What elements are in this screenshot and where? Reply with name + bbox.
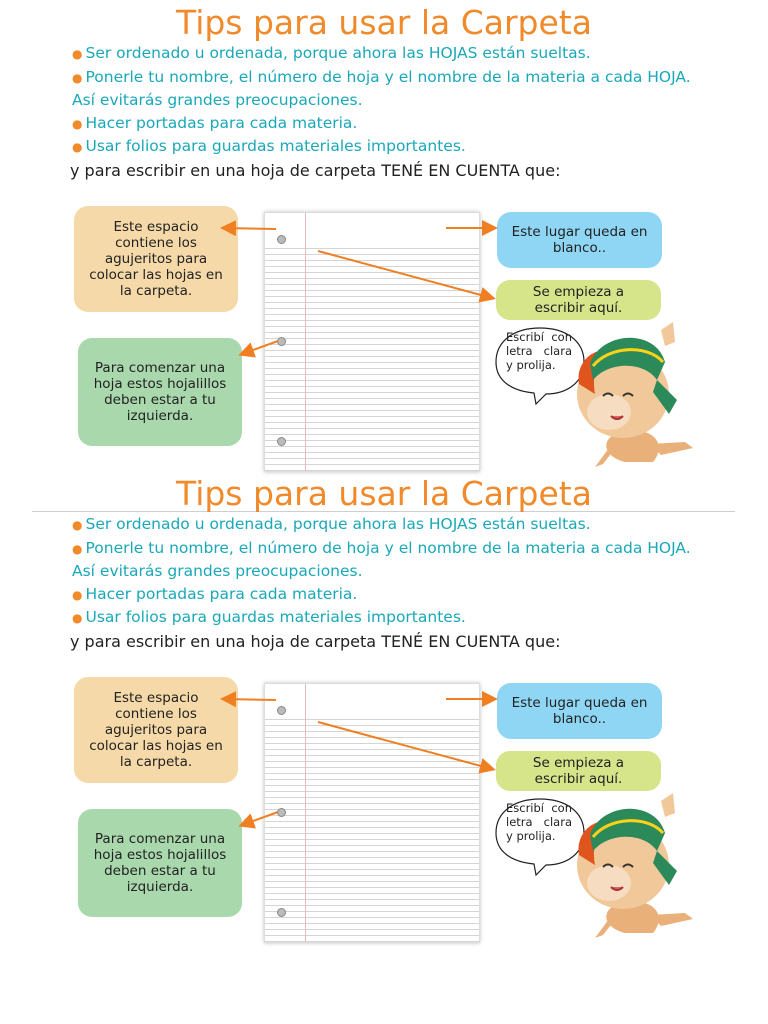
subtitle: y para escribir en una hoja de carpeta TENÉ EN CUENTA que:: [70, 161, 561, 180]
bullet-icon: ●: [72, 116, 83, 131]
bullet-icon: ●: [72, 541, 83, 556]
llama-mascot-icon: [565, 793, 700, 943]
tips-section: [0, 471, 768, 941]
callout-write: Se empieza a escribir aquí.: [496, 751, 661, 791]
tip-item: ● Usar folios para guardas materiales importantes.: [72, 608, 466, 626]
callout-holes: Este espacio contiene los agujeritos para colocar las hojas en la carpeta.: [74, 677, 238, 783]
callout-holes: Este espacio contiene los agujeritos para colocar las hojas en la carpeta.: [74, 206, 238, 312]
tip-item: ● Ser ordenado u ordenada, porque ahora las HOJAS están sueltas.: [72, 44, 591, 62]
page-title: Tips para usar la Carpeta: [176, 474, 592, 513]
tip-item: ● Ponerle tu nombre, el número de hoja y el nombre de la materia a cada HOJA. Así evitarás grandes preocupaciones.: [72, 538, 691, 580]
callout-write: Se empieza a escribir aquí.: [496, 280, 661, 320]
bullet-icon: ●: [72, 47, 83, 61]
callout-start-left: Para comenzar una hoja estos hojalillos deben estar a tu izquierda.: [78, 338, 242, 446]
arrow-holes: [224, 228, 276, 229]
bullet-icon: ●: [72, 518, 83, 532]
bullet-icon: ●: [72, 140, 83, 154]
callout-start-left: Para comenzar una hoja estos hojalillos deben estar a tu izquierda.: [78, 809, 242, 917]
bullet-icon: ●: [72, 587, 83, 602]
tips-section: [0, 0, 768, 470]
arrow-holes: [224, 699, 276, 700]
speech-text: Escribí con letra clara y prolija.: [506, 330, 572, 372]
tip-item: ● Usar folios para guardas materiales importantes.: [72, 137, 466, 155]
callout-blank: Este lugar queda en blanco..: [497, 683, 662, 739]
arrow-start-left: [242, 812, 278, 825]
arrow-start-left: [242, 341, 278, 354]
speech-text: Escribí con letra clara y prolija.: [506, 801, 572, 843]
arrow-write: [318, 251, 492, 298]
callout-blank: Este lugar queda en blanco..: [497, 212, 662, 268]
page-title: Tips para usar la Carpeta: [176, 3, 592, 42]
subtitle: y para escribir en una hoja de carpeta TENÉ EN CUENTA que:: [70, 632, 561, 651]
tip-item: ● Hacer portadas para cada materia.: [72, 584, 358, 603]
tip-item: ● Ser ordenado u ordenada, porque ahora las HOJAS están sueltas.: [72, 515, 591, 533]
bullet-icon: ●: [72, 611, 83, 625]
bullet-icon: ●: [72, 70, 83, 85]
llama-mascot-icon: [565, 322, 700, 472]
arrow-write: [318, 722, 492, 769]
tip-item: ● Ponerle tu nombre, el número de hoja y el nombre de la materia a cada HOJA. Así evitarás grandes preocupaciones.: [72, 67, 691, 109]
tip-item: ● Hacer portadas para cada materia.: [72, 113, 358, 132]
